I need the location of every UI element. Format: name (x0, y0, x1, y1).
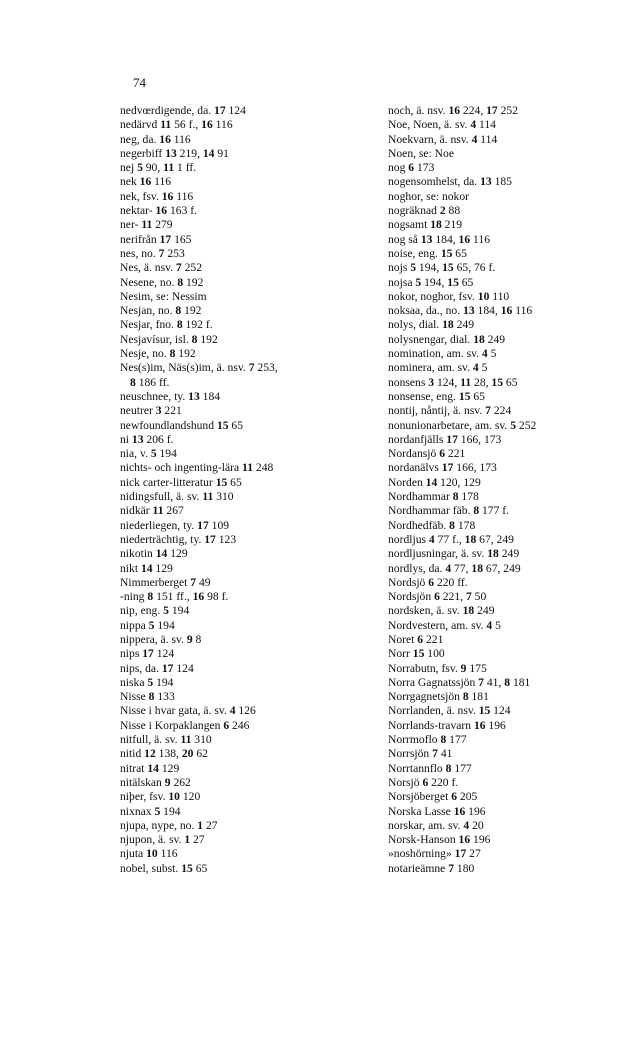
index-entry: nordlys, da. 4 77, 18 67, 249 (388, 561, 521, 575)
index-entry: Norrsjön 7 41 (388, 747, 453, 761)
index-entry: Nesim, se: Nessim (120, 289, 207, 303)
index-entry: Norden 14 120, 129 (388, 475, 481, 489)
index-entry: Norsjö 6 220 f. (388, 775, 459, 789)
index-entry: nolys, dial. 18 249 (388, 318, 474, 332)
index-entry: nog 6 173 (388, 161, 435, 175)
index-entry: Nisse 8 133 (120, 690, 175, 704)
index-entry: nick carter-litteratur 15 65 (120, 475, 242, 489)
index-entry: nitfull, ä. sv. 11 310 (120, 733, 212, 747)
index-entry: nonunionarbetare, am. sv. 5 252 (388, 418, 537, 432)
index-entry: nordanälvs 17 166, 173 (388, 461, 497, 475)
index-entry: noghor, se: nokor (388, 189, 470, 203)
index-entry: nojs 5 194, 15 65, 76 f. (388, 261, 496, 275)
index-entry: Nordhammar fäb. 8 177 f. (388, 504, 510, 518)
index-entry: nordanfjälls 17 166, 173 (388, 432, 502, 446)
index-entry: Norrabutn, fsv. 9 175 (388, 661, 487, 675)
index-entry: nes, no. 7 253 (120, 246, 185, 260)
index-entry: nitrat 14 129 (120, 761, 180, 775)
index-entry: neutrer 3 221 (120, 404, 182, 418)
index-entry: nek 16 116 (120, 175, 172, 189)
index-entry: Noret 6 221 (388, 632, 444, 646)
index-entry: Nordhedfäb. 8 178 (388, 518, 476, 532)
index-entry: nog så 13 184, 16 116 (388, 232, 490, 246)
index-entry: Nordhammar 8 178 (388, 490, 479, 504)
index-entry: nektar- 16 163 f. (120, 204, 198, 218)
index-entry: nej 5 90, 11 1 ff. (120, 161, 197, 175)
index-entry: nips 17 124 (120, 647, 175, 661)
index-entry: Norra Gagnatssjön 7 41, 8 181 (388, 675, 531, 689)
index-entry: nippa 5 194 (120, 618, 175, 632)
index-entry: Nesjan, no. 8 192 (120, 304, 202, 318)
index-entry: neuschnee, ty. 13 184 (120, 389, 221, 403)
index-entry: nordsken, ä. sv. 18 249 (388, 604, 495, 618)
index-entry: negerbiff 13 219, 14 91 (120, 146, 229, 160)
index-entry: nerifrån 17 165 (120, 232, 192, 246)
index-entry: noch, ä. nsv. 16 224, 17 252 (388, 104, 519, 117)
index-entry: Nisse i Korpaklangen 6 246 (120, 718, 250, 732)
index-entry: nitid 12 138, 20 62 (120, 747, 208, 761)
index-entry: nip, eng. 5 194 (120, 604, 190, 618)
index-entry: nichts- och ingenting-lära 11 248 (120, 461, 274, 475)
index-entry: Norr 15 100 (388, 647, 445, 661)
index-entry: nips, da. 17 124 (120, 661, 194, 675)
index-entry: -ning 8 151 ff., 16 98 f. (120, 590, 229, 604)
index-entry: Norrlanden, ä. nsv. 15 124 (388, 704, 511, 718)
index-entry: newfoundlandshund 15 65 (120, 418, 244, 432)
index-entry: Nordvestern, am. sv. 4 5 (388, 618, 501, 632)
index-entry: noksaa, da., no. 13 184, 16 116 (388, 304, 533, 318)
index-entry: niederträchtig, ty. 17 123 (120, 532, 237, 546)
index-entry: nogräknad 2 88 (388, 204, 461, 218)
index-entry: Nordsjön 6 221, 7 50 (388, 590, 487, 604)
index-entry: nobel, subst. 15 65 (120, 861, 208, 875)
index-entry: Nimmerberget 7 49 (120, 575, 211, 589)
index-entry: nia, v. 5 194 (120, 447, 177, 461)
index-entry: niska 5 194 (120, 675, 174, 689)
index-entry: norskar, am. sv. 4 20 (388, 818, 484, 832)
index-entry: nokor, noghor, fsv. 10 110 (388, 289, 510, 303)
index-entry: nolysnengar, dial. 18 249 (388, 332, 506, 346)
index-entry: nonsense, eng. 15 65 (388, 389, 485, 403)
index-entry: Nesje, no. 8 192 (120, 347, 196, 361)
index-entry: njupon, ä. sv. 1 27 (120, 833, 205, 847)
index-entry: nominera, am. sv. 4 5 (388, 361, 488, 375)
index-entry: Nesjavísur, isl. 8 192 (120, 332, 218, 346)
index-entry: Nisse i hvar gata, ä. sv. 4 126 (120, 704, 256, 718)
index-entry: ner- 11 279 (120, 218, 173, 232)
index-entry: Nesjar, fno. 8 192 f. (120, 318, 213, 332)
index-entry: Noe, Noen, ä. sv. 4 114 (388, 118, 496, 132)
index-entry: Norrtannflo 8 177 (388, 761, 472, 775)
index-entry: nordljusningar, ä. sv. 18 249 (388, 547, 520, 561)
page-number: 74 (133, 75, 146, 90)
index-entry: nikt 14 129 (120, 561, 173, 575)
index-entry: niþer, fsv. 10 120 (120, 790, 201, 804)
index-entry: neg, da. 16 116 (120, 132, 191, 146)
index-entry: »noshörning» 17 27 (388, 847, 481, 861)
index-entry: nogensomhelst, da. 13 185 (388, 175, 512, 189)
index-entry: nippera, ä. sv. 9 8 (120, 632, 202, 646)
index-entry: nitälskan 9 262 (120, 775, 191, 789)
index-entry: Nesene, no. 8 192 (120, 275, 204, 289)
index-entry: nikotin 14 129 (120, 547, 188, 561)
index-entry: nontij, nåntij, ä. nsv. 7 224 (388, 404, 512, 418)
index-entry: Nordsjö 6 220 ff. (388, 575, 468, 589)
index-entry: nidingsfull, ä. sv. 11 310 (120, 490, 234, 504)
index-entry: nedvœrdigende, da. 17 124 (120, 104, 246, 117)
index-entry: Norska Lasse 16 196 (388, 804, 486, 818)
index-entry: nidkär 11 267 (120, 504, 184, 518)
index-entry: nek, fsv. 16 116 (120, 189, 194, 203)
index-entry: nomination, am. sv. 4 5 (388, 347, 497, 361)
index-entry: Nordansjö 6 221 (388, 447, 466, 461)
index-column-left (120, 104, 390, 876)
index-entry: nojsa 5 194, 15 65 (388, 275, 474, 289)
index-entry: nixnax 5 194 (120, 804, 181, 818)
index-entry: Norsk-Hanson 16 196 (388, 833, 491, 847)
index-entry: nonsens 3 124, 11 28, 15 65 (388, 375, 518, 389)
index-entry: Noekvarn, ä. nsv. 4 114 (388, 132, 498, 146)
index-entry: Norrlands-travarn 16 196 (388, 718, 506, 732)
index-entry: notarieämne 7 180 (388, 861, 475, 875)
index-entry: noise, eng. 15 65 (388, 246, 467, 260)
index-entry: Norrmoflo 8 177 (388, 733, 467, 747)
index-entry: nogsamt 18 219 (388, 218, 463, 232)
index-entry: 8 186 ff. (130, 375, 170, 389)
index-entry: nedärvd 11 56 f., 16 116 (120, 118, 233, 132)
index-entry: ni 13 206 f. (120, 432, 174, 446)
index-column-right (388, 104, 638, 876)
index-entry: njuta 10 116 (120, 847, 178, 861)
index-entry: Nes, ä. nsv. 7 252 (120, 261, 203, 275)
index-entry: njupa, nype, no. 1 27 (120, 818, 218, 832)
index-entry: Noen, se: Noe (388, 146, 455, 160)
index-entry: Nes(s)im, Näs(s)im, ä. nsv. 7 253, (120, 361, 278, 375)
index-entry: niederliegen, ty. 17 109 (120, 518, 230, 532)
index-entry: Norsjöberget 6 205 (388, 790, 478, 804)
index-entry: nordljus 4 77 f., 18 67, 249 (388, 532, 514, 546)
index-entry: Norrgagnetsjön 8 181 (388, 690, 489, 704)
